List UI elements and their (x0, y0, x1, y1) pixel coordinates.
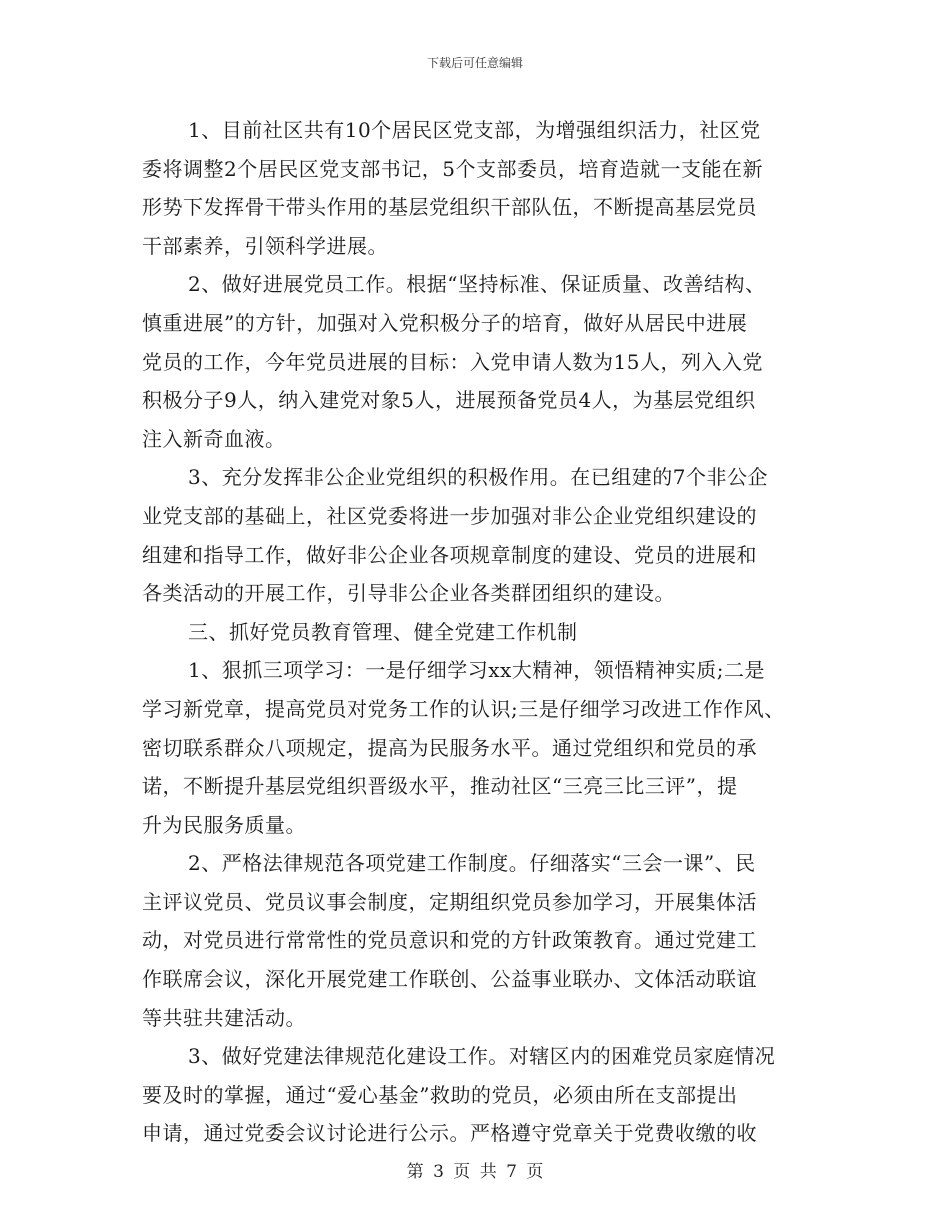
paragraph-line: 1、狠抓三项学习：一是仔细学习xx大精神，领悟精神实质;二是 (188, 658, 766, 683)
section-heading: 三、抓好党员教育管理、健全党建工作机制 (188, 619, 578, 644)
page-header: 下载后可任意编辑 (426, 56, 523, 70)
paragraph-line: 2、严格法律规范各项党建工作制度。仔细落实“三会一课”、民 (188, 851, 756, 876)
page-number: 第 3 页 共 7 页 (406, 1162, 544, 1182)
paragraph-line: 3、充分发挥非公企业党组织的积极作用。在已组建的7个非公企 (188, 465, 768, 490)
paragraph-line: 慎重进展”的方针，加强对入党积极分子的培育，做好从居民中进展 (142, 310, 748, 335)
paragraph-line: 动，对党员进行常常性的党员意识和党的方针政策教育。通过党建工 (142, 928, 757, 953)
paragraph-line: 形势下发挥骨干带头作用的基层党组织干部队伍，不断提高基层党员 (142, 195, 757, 220)
paragraph-line: 作联席会议，深化开展党建工作联创、公益事业联办、文体活动联谊 (142, 967, 757, 992)
paragraph-line: 诺，不断提升基层党组织晋级水平，推动社区“三亮三比三评”，提 (142, 774, 738, 799)
paragraph-line: 升为民服务质量。 (142, 812, 306, 837)
paragraph-line: 3、做好党建法律规范化建设工作。对辖区内的困难党员家庭情况 (188, 1044, 776, 1069)
paragraph-line: 积极分子9人，纳入建党对象5人，进展预备党员4人，为基层党组织 (142, 388, 756, 413)
paragraph-line: 1、目前社区共有10个居民区党支部，为增强组织活力，社区党 (188, 118, 761, 142)
paragraph-line: 业党支部的基础上，社区党委将进一步加强对非公企业党组织建设的 (142, 503, 757, 528)
paragraph-line: 申请，通过党委会议讨论进行公示。严格遵守党章关于党费收缴的收 (142, 1121, 757, 1146)
paragraph-line: 主评议党员、党员议事会制度，定期组织党员参加学习，开展集体活 (142, 889, 757, 914)
paragraph-line: 各类活动的开展工作，引导非公企业各类群团组织的建设。 (142, 581, 675, 606)
paragraph-line: 组建和指导工作，做好非公企业各项规章制度的建设、党员的进展和 (142, 542, 757, 567)
paragraph-line: 密切联系群众八项规定，提高为民服务水平。通过党组织和党员的承 (142, 735, 757, 760)
paragraph-line: 党员的工作，今年党员进展的目标：入党申请人数为15人，列入入党 (142, 349, 763, 374)
paragraph-line: 要及时的掌握，通过“爱心基金”救助的党员，必须由所在支部提出 (142, 1082, 738, 1107)
paragraph-line: 2、做好进展党员工作。根据“坚持标准、保证质量、改善结构、 (188, 272, 766, 297)
paragraph-line: 注入新奇血液。 (142, 426, 286, 451)
paragraph-line: 干部素养，引领科学进展。 (142, 233, 388, 258)
document-body (142, 111, 807, 1153)
paragraph-line: 学习新党章，提高党员对党务工作的认识;三是仔细学习改进工作作风、 (142, 696, 785, 721)
paragraph-line: 委将调整2个居民区党支部书记，5个支部委员，培育造就一支能在新 (142, 156, 763, 181)
paragraph-line: 等共驻共建活动。 (142, 1005, 306, 1030)
